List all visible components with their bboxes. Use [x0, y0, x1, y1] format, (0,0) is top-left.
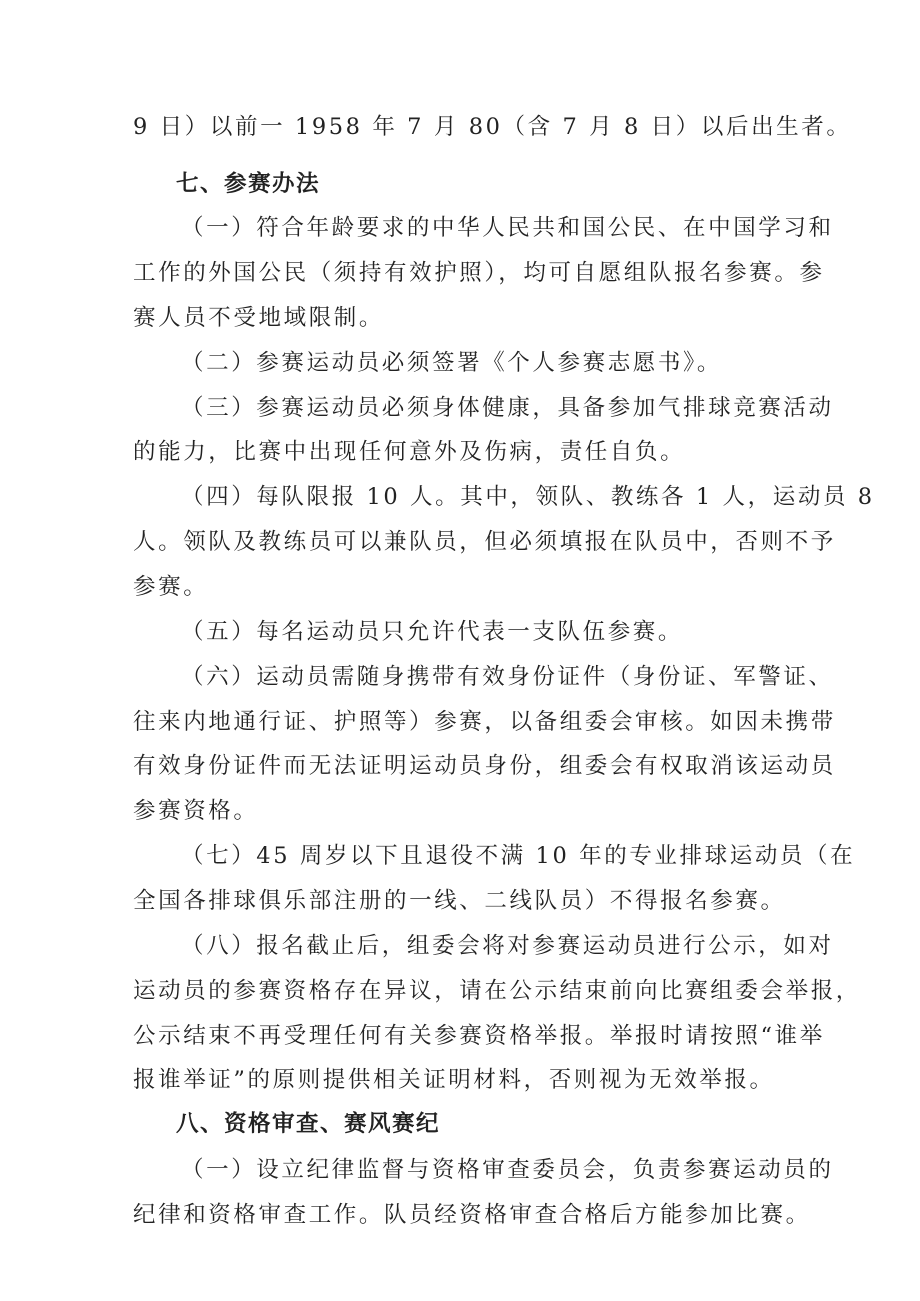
paragraph-line: 运动员的参赛资格存在异议，请在公示结束前向比赛组委会举报， — [133, 978, 861, 1004]
paragraph-line: （六）运动员需随身携带有效身份证件（身份证、军警证、 — [181, 664, 834, 690]
paragraph-line: 人。领队及教练员可以兼队员，但必须填报在队员中，否则不予 — [133, 529, 836, 555]
paragraph-line: （五）每名运动员只允许代表一支队伍参赛。 — [181, 619, 684, 645]
paragraph-line: 往来内地通行证、护照等）参赛，以备组委会审核。如因未携带 — [133, 709, 836, 735]
paragraph-line: 全国各排球俱乐部注册的一线、二线队员）不得报名参赛。 — [133, 888, 786, 914]
paragraph-line: 公示结束不再受理任何有关参赛资格举报。举报时请按照“谁举 — [133, 1023, 825, 1049]
paragraph-line: （三）参赛运动员必须身体健康，具备参加气排球竞赛活动 — [181, 395, 834, 421]
paragraph-line: 工作的外国公民（须持有效护照），均可自愿组队报名参赛。参 — [133, 260, 825, 286]
paragraph-line: 赛人员不受地域限制。 — [133, 305, 385, 331]
paragraph-line: 参赛。 — [133, 574, 209, 600]
section-heading-participation: 七、参赛办法 — [176, 171, 321, 197]
paragraph-line: 报谁举证”的原则提供相关证明材料，否则视为无效举报。 — [133, 1067, 775, 1093]
paragraph-line: （二）参赛运动员必须签署《个人参赛志愿书》。 — [181, 350, 722, 376]
paragraph-line: 有效身份证件而无法证明运动员身份，组委会有权取消该运动员 — [133, 753, 836, 779]
paragraph-line: 的能力，比赛中出现任何意外及伤病，责任自负。 — [133, 439, 686, 465]
paragraph-line: 9 日）以前一 1958 年 7 月 80（含 7 月 8 日）以后出生者。 — [133, 114, 852, 140]
paragraph-line: 纪律和资格审查工作。队员经资格审查合格后方能参加比赛。 — [133, 1202, 811, 1228]
paragraph-line: （四）每队限报 10 人。其中，领队、教练各 1 人，运动员 8 — [181, 484, 875, 510]
section-heading-eligibility-review: 八、资格审查、赛风赛纪 — [176, 1111, 441, 1137]
paragraph-line: （八）报名截止后，组委会将对参赛运动员进行公示，如对 — [181, 933, 834, 959]
paragraph-line: （七）45 周岁以下且退役不满 10 年的专业排球运动员（在 — [181, 843, 856, 869]
paragraph-line: （一）符合年龄要求的中华人民共和国公民、在中国学习和 — [181, 215, 834, 241]
paragraph-line: （一）设立纪律监督与资格审查委员会，负责参赛运动员的 — [181, 1157, 834, 1183]
paragraph-line: 参赛资格。 — [133, 798, 259, 824]
